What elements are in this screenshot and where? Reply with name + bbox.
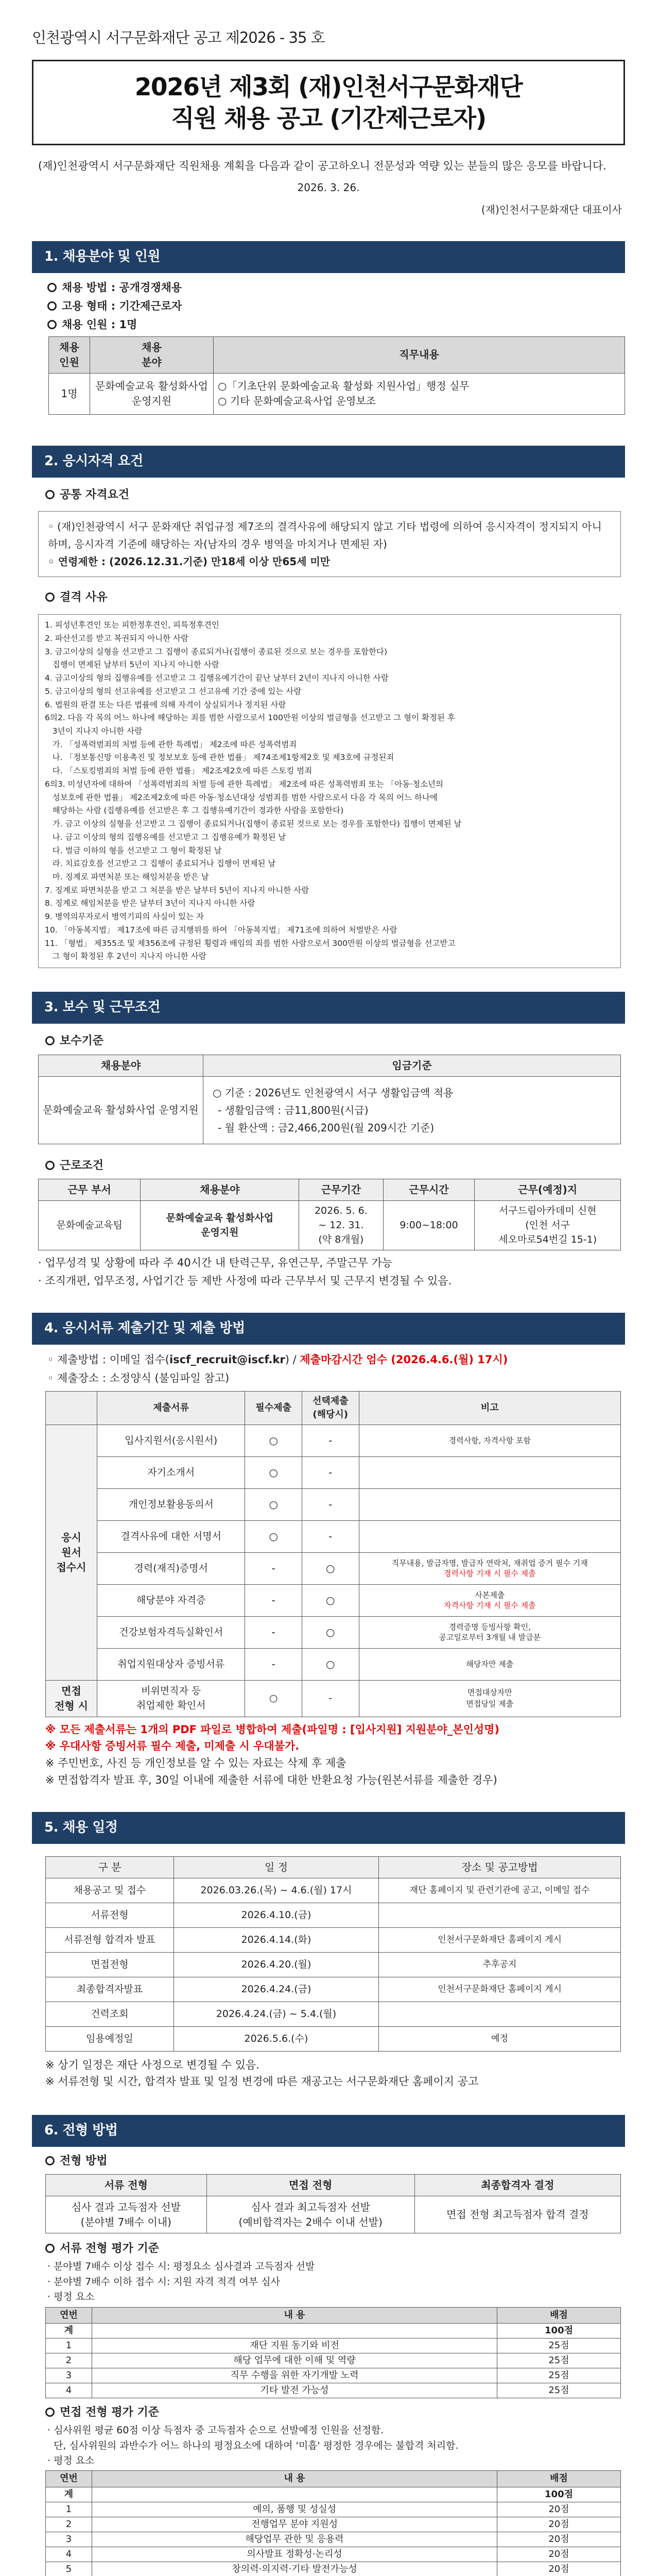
disqualifications-box bbox=[38, 614, 621, 968]
work-header: 채용분야 bbox=[141, 1179, 299, 1201]
score-cell: 기타 발전 가능성 bbox=[92, 2383, 497, 2398]
disqualification-item: 10. 「아동복지법」 제17조에 따른 금지행위를 하여 「아동복지법」 제71조에 의하여 처벌받은 사람 bbox=[45, 925, 397, 935]
table-row bbox=[46, 1425, 621, 1456]
doc-header: 비고 bbox=[359, 1391, 620, 1425]
score-cell: 재단 지원 동기와 비전 bbox=[92, 2338, 497, 2353]
disqualification-item: 라. 치료감호를 선고받고 그 집행이 종료되거나 집행이 면제된 날 bbox=[45, 859, 276, 869]
doc-header: 필수제출 bbox=[245, 1391, 302, 1425]
doc-cell: - bbox=[302, 1456, 359, 1488]
section-5-header: 5. 채용 일정 bbox=[32, 1812, 625, 1844]
section-3-header: 3. 보수 및 근무조건 bbox=[32, 992, 625, 1024]
submission-method: ◦ 제출방법 : 이메일 접수(iscf_recruit@iscf.kr) / 제출마감시간 엄수 (2026.4.6.(월) 17시) bbox=[47, 1353, 508, 1366]
score-total bbox=[92, 2487, 497, 2502]
doc-cell: 해당자만 제출 bbox=[359, 1648, 620, 1680]
doc-cell: ○ bbox=[302, 1648, 359, 1680]
title-box bbox=[32, 60, 625, 145]
score-cell: 창의력·의지력·기타 발전가능성 bbox=[92, 2562, 497, 2576]
score-cell: 3 bbox=[46, 2532, 92, 2547]
schedule-cell: 최종합격자발표 bbox=[46, 1977, 174, 2002]
selection-heading: 전형 방법 bbox=[32, 2147, 625, 2175]
interview-criteria-heading: 면접 전형 평가 기준 bbox=[32, 2398, 625, 2423]
selection-table: 서류 전형 면접 전형 최종합격자 결정 심사 결과 고득점자 선발 (분야별 7배수 이내) 심사 결과 최고득점자 선발 (예비합격자는 2배수 이내 선발) 면접 전형 최고득점자 합격 결정 bbox=[45, 2174, 621, 2233]
schedule-cell: 2026.4.24.(금) bbox=[174, 1977, 378, 2002]
score-cell: 예의, 품행 및 성실성 bbox=[92, 2502, 497, 2517]
table-row bbox=[46, 1456, 621, 1488]
note-privacy: ※ 주민번호, 사진 등 개인정보를 알 수 있는 자료는 삭제 후 제출 bbox=[45, 1757, 346, 1770]
schedule-cell: 2026.03.26.(목) ~ 4.6.(월) 17시 bbox=[174, 1878, 378, 1903]
disqualification-item: 마. 징계로 파면처분 또는 해임처분을 받은 날 bbox=[45, 872, 209, 882]
work-cell: 9:00~18:00 bbox=[383, 1201, 475, 1250]
disqualification-item: 성보호에 관한 법률」 제2조제2호에 따른 아동·청소년대상 성범죄를 범한 사람으로서 다음 각 목의 어느 하나에 bbox=[45, 792, 438, 802]
requirement-1: ◦ (재)인천광역시 서구 문화재단 취업규정 제7조의 결격사유에 해당되지 않고 기타 법령에 의하여 응시자격이 정지되지 아니하며, 응시자격 기준에 해당하는 자(남자의 경우 병역을 마치거나 면제된 자) bbox=[48, 520, 602, 551]
schedule-cell: 2026.4.20.(월) bbox=[174, 1952, 378, 1977]
section-4-header: 4. 응시서류 제출기간 및 제출 방법 bbox=[32, 1313, 625, 1345]
table-row bbox=[46, 1488, 621, 1520]
doc-cell: ○ bbox=[302, 1552, 359, 1584]
work-header: 근무(예정)지 bbox=[475, 1179, 621, 1201]
doc-cell: 자기소개서 bbox=[97, 1456, 245, 1488]
doc-cell: - bbox=[245, 1584, 302, 1616]
doc-cell: - bbox=[302, 1488, 359, 1520]
schedule-header: 구 분 bbox=[46, 1856, 174, 1878]
interview-score-table bbox=[45, 2470, 621, 2576]
score-cell: 1 bbox=[46, 2338, 92, 2353]
score-cell: 20점 bbox=[497, 2547, 621, 2562]
disqualification-item: 4. 금고이상의 형의 집행유예를 선고받고 그 집행유예기간이 끝난 날부터 2년이 지나지 아니한 사람 bbox=[45, 673, 389, 683]
announcement-number: 인천광역시 서구문화재단 공고 제2026 - 35 호 bbox=[32, 29, 325, 46]
pay-table: 채용분야 임금기준 문화예술교육 활성화사업 운영지원 ○ 기준 : 2026년도 인천광역시 서구 생활임금액 적용 - 생활임금액 : 금11,800원(시급) - 월 환산액 : 금2,466,200원(월 209시간 기준) bbox=[38, 1055, 621, 1144]
pay-heading: 보수기준 bbox=[32, 1024, 625, 1055]
score-total: 100점 bbox=[497, 2487, 621, 2502]
doc-cell: ○ bbox=[245, 1520, 302, 1552]
work-note-1: · 업무성격 및 상황에 따라 주 40시간 내 탄력근무, 유연근무, 주말근무 가능 bbox=[38, 1257, 393, 1269]
score-cell: 25점 bbox=[497, 2368, 621, 2383]
work-header: 근무시간 bbox=[383, 1179, 475, 1201]
schedule-cell: 2026.4.14.(화) bbox=[174, 1927, 378, 1952]
score-cell: 1 bbox=[46, 2502, 92, 2517]
disqualification-item: 해당하는 사람 (집행유예를 선고받은 후 그 집행유예기간이 경과한 사람을 포함한다) bbox=[45, 806, 344, 816]
doc-cell: ○ bbox=[245, 1425, 302, 1456]
circle-bullet-icon bbox=[45, 2408, 55, 2417]
work-cell: 2026. 5. 6. ~ 12. 31. (약 8개월) bbox=[299, 1201, 383, 1250]
circle-bullet-icon bbox=[45, 2156, 55, 2165]
doc-cell: 개인정보활용동의서 bbox=[97, 1488, 245, 1520]
schedule-cell bbox=[379, 1903, 621, 1927]
score-cell: 25점 bbox=[497, 2338, 621, 2353]
doc-cell: 면접대상자만 면접당일 제출 bbox=[359, 1680, 620, 1717]
documents-table bbox=[45, 1391, 621, 1717]
doc-cell: ○ bbox=[245, 1680, 302, 1717]
score-header: 내 용 bbox=[92, 2471, 497, 2487]
disqualifications-heading: 결격 사유 bbox=[32, 577, 625, 611]
schedule-cell: 2026.4.10.(금) bbox=[174, 1903, 378, 1927]
schedule-header: 일 정 bbox=[174, 1856, 378, 1878]
disqualification-item: 8. 징계로 해임처분을 받은 날부터 3년이 지나지 아니한 사람 bbox=[45, 899, 255, 908]
circle-bullet-icon bbox=[45, 592, 55, 602]
table-row bbox=[46, 1616, 621, 1648]
work-note-2: · 조직개편, 업무조정, 사업기간 등 제반 사정에 따라 근무부서 및 근무지 변경될 수 있음. bbox=[38, 1274, 452, 1287]
score-cell: 의사발표 정확성·논리성 bbox=[92, 2547, 497, 2562]
circle-bullet-icon bbox=[45, 1036, 55, 1045]
disqualification-item: 그 형이 확정된 후 2년이 지나지 아니한 사람 bbox=[45, 952, 206, 961]
doc-cell: ○ bbox=[245, 1456, 302, 1488]
circle-bullet-icon bbox=[47, 283, 57, 292]
document-score-table bbox=[45, 2307, 621, 2399]
score-cell: 20점 bbox=[497, 2532, 621, 2547]
score-total: 계 bbox=[46, 2323, 92, 2338]
doc-cell bbox=[359, 1520, 620, 1552]
int-criteria-2: 단, 심사위원의 과반수가 어느 하나의 평정요소에 대하여 '미흡' 평정한 경우에는 불합격 처리함. bbox=[47, 2439, 459, 2451]
schedule-cell: 추후공지 bbox=[379, 1952, 621, 1977]
disqualification-item: 7. 징계로 파면처분을 받고 그 처분을 받은 날부터 5년이 지나지 아니한 사람 bbox=[45, 885, 309, 895]
circle-bullet-icon bbox=[47, 301, 57, 311]
circle-bullet-icon bbox=[45, 1161, 55, 1170]
common-requirements-heading: 공통 자격요건 bbox=[32, 478, 625, 509]
schedule-cell: 서류전형 합격자 발표 bbox=[46, 1927, 174, 1952]
doc-header: 선택제출 (해당시) bbox=[302, 1391, 359, 1425]
doc-cell: 경력증명 등빙사항 확인, 공고일로부터 3개월 내 발급분 bbox=[359, 1616, 620, 1648]
disqualification-item: 6의2. 다음 각 목의 어느 하나에 해당하는 죄를 범한 사람으로서 100만원 이상의 벌금형을 선고받고 그 형이 확정된 후 bbox=[45, 713, 455, 723]
blank-header bbox=[46, 1391, 97, 1425]
doc-cell: - bbox=[245, 1552, 302, 1584]
doc-criteria-3: · 평정 요소 bbox=[47, 2291, 95, 2303]
work-conditions-table bbox=[38, 1179, 621, 1250]
schedule-table bbox=[45, 1856, 621, 2052]
score-total: 계 bbox=[46, 2487, 92, 2502]
doc-group: 면접 전형 시 bbox=[46, 1680, 97, 1717]
score-header: 연번 bbox=[46, 2307, 92, 2323]
note-pdf: ※ 모든 제출서류는 1개의 PDF 파일로 병합하여 제출(파일명 : [입사지원] 지원분야_본인성명) bbox=[45, 1723, 500, 1736]
note-preference: ※ 우대사항 증빙서류 필수 제출, 미제출 시 우대불가. bbox=[45, 1740, 300, 1753]
work-header: 근무 부서 bbox=[39, 1179, 141, 1201]
note-return: ※ 면접합격자 발표 후, 30일 이내에 제출한 서류에 대한 반환요청 가능(원본서류를 제출한 경우) bbox=[45, 1773, 497, 1786]
hire-method: 채용 방법 : 공개경쟁채용 bbox=[32, 278, 625, 297]
age-limit: ◦ 연령제한 : (2026.12.31.기준) 만18세 이상 만65세 미만 bbox=[48, 555, 331, 568]
score-cell: 해당업무 관한 및 응용력 bbox=[92, 2532, 497, 2547]
doc-criteria-2: · 분야별 7배수 이하 접수 시: 지원 자격 적격 여부 심사 bbox=[47, 2276, 281, 2287]
score-cell: 20점 bbox=[497, 2562, 621, 2576]
doc-cell: 경력(재직)증명서 bbox=[97, 1552, 245, 1584]
doc-cell: 경력사항, 자격사항 포함 bbox=[359, 1425, 620, 1456]
hire-count: 채용 인원 : 1명 bbox=[32, 315, 625, 334]
doc-cell: - bbox=[245, 1616, 302, 1648]
disqualification-item: 나. 금고 이상의 형의 집행유예를 선고받고 그 집행유예가 확정된 날 bbox=[45, 832, 286, 842]
section-6-header: 6. 전형 방법 bbox=[32, 2115, 625, 2147]
section-1-header: 1. 채용분야 및 인원 bbox=[32, 241, 625, 273]
schedule-cell: 2026.5.6.(수) bbox=[174, 2026, 378, 2051]
title-line-1: 2026년 제3회 (재)인천서구문화재단 bbox=[134, 73, 523, 102]
score-header: 배점 bbox=[497, 2471, 621, 2487]
doc-cell: 비위면직자 등 취업제한 확인서 bbox=[97, 1680, 245, 1717]
doc-cell: ○ bbox=[245, 1488, 302, 1520]
disqualification-item: 6의3. 미성년자에 대하여 「성폭력범죄의 처벌 등에 관한 특례법」 제2조에 따른 성폭력범죄 또는 「아동·청소년의 bbox=[45, 779, 443, 789]
score-cell: 해당 업무에 대한 이해 및 역량 bbox=[92, 2353, 497, 2368]
score-cell: 4 bbox=[46, 2383, 92, 2398]
doc-cell: - bbox=[302, 1425, 359, 1456]
schedule-cell: 건력조회 bbox=[46, 2002, 174, 2026]
score-cell: 전행업무 분야 지원성 bbox=[92, 2517, 497, 2532]
score-header: 배점 bbox=[497, 2307, 621, 2323]
doc-cell: - bbox=[302, 1680, 359, 1717]
schedule-note-2: ※ 서류전형 및 시간, 합격자 발표 및 일정 변경에 따른 재공고는 서구문화재단 홈페이지 공고 bbox=[45, 2075, 479, 2088]
schedule-cell: 재단 홈페이지 및 관련기관에 공고, 이메일 접수 bbox=[379, 1878, 621, 1903]
disqualification-item: 다. 「스토킹범죄의 처벌 등에 관한 법률」 제2조제2호에 따른 스토킹 범죄 bbox=[45, 766, 313, 776]
schedule-cell: 서류전형 bbox=[46, 1903, 174, 1927]
doc-cell: - bbox=[245, 1648, 302, 1680]
doc-group: 응시 원서 접수시 bbox=[46, 1425, 97, 1680]
score-total bbox=[92, 2323, 497, 2338]
doc-cell: 해당분야 자격증 bbox=[97, 1584, 245, 1616]
disqualification-item: 가. 금고 이상의 실형을 선고받고 그 집행이 종료되거나(집행이 종료된 것으로 보는 경우를 포함한다) 집행이 면제된 날 bbox=[45, 819, 462, 829]
table-row bbox=[46, 1584, 621, 1616]
circle-bullet-icon bbox=[47, 320, 57, 329]
table-row bbox=[46, 1520, 621, 1552]
employment-type: 고용 형태 : 기간제근로자 bbox=[32, 297, 625, 315]
disqualification-item: 2. 파산선고를 받고 복권되지 아니한 사람 bbox=[45, 634, 188, 643]
disqualification-item: 다. 벌금 이하의 형을 선고받고 그 형이 확정된 날 bbox=[45, 845, 222, 855]
work-header: 근무기간 bbox=[299, 1179, 383, 1201]
disqualification-item: 11. 「형법」 제355조 및 제356조에 규정된 횡령과 배임의 죄를 범한 사람으로서 300만원 이상의 벌금형을 선고받고 bbox=[45, 938, 456, 948]
doc-cell bbox=[359, 1488, 620, 1520]
requirements-box bbox=[38, 511, 621, 577]
position-table: 채용 인원 채용 분야 직무내용 1명 문화예술교육 활성화사업 운영지원 ○「기초단위 문화예술교육 활성화 지원사업」행정 실무 ○ 기타 문화예술교육사업 운영보조 bbox=[48, 336, 625, 415]
schedule-cell: 채용공고 및 접수 bbox=[46, 1878, 174, 1903]
disqualification-item: 9. 병역의무자로서 병역기피의 사실이 있는 자 bbox=[45, 912, 204, 922]
score-cell: 직무 수행을 위한 자기개발 노력 bbox=[92, 2368, 497, 2383]
doc-cell: 입사지원서(응시원서) bbox=[97, 1425, 245, 1456]
score-total: 100점 bbox=[497, 2323, 621, 2338]
score-cell: 25점 bbox=[497, 2353, 621, 2368]
doc-header: 제출서류 bbox=[97, 1391, 245, 1425]
schedule-cell: 예정 bbox=[379, 2026, 621, 2051]
schedule-cell: 임용예정일 bbox=[46, 2026, 174, 2051]
disqualification-item: 나. 「정보통신망 이용촉진 및 정보보호 등에 관한 법률」 제74조제1항제2호 및 제3호에 규정된죄 bbox=[45, 753, 394, 762]
doc-cell: 건강보험자격득실확인서 bbox=[97, 1616, 245, 1648]
doc-cell: 결격사유에 대한 서명서 bbox=[97, 1520, 245, 1552]
schedule-cell: 인천서구문화재단 홈페이지 게시 bbox=[379, 1977, 621, 2002]
title-line-2: 직원 채용 공고 (기간제근로자) bbox=[171, 105, 486, 133]
disqualification-item: 3년이 지나지 아니한 사람 bbox=[45, 726, 143, 736]
score-cell: 20점 bbox=[497, 2502, 621, 2517]
section-2-header: 2. 응시자격 요건 bbox=[32, 446, 625, 478]
score-cell: 3 bbox=[46, 2368, 92, 2383]
intro-text: (재)인천광역시 서구문화재단 직원채용 계획을 다음과 같이 공고하오니 전문성과 역량 있는 분들의 많은 응모를 바랍니다. bbox=[38, 160, 606, 173]
circle-bullet-icon bbox=[45, 2244, 55, 2253]
submission-place: ◦ 제출장소 : 소정양식 (불임파일 참고) bbox=[47, 1372, 230, 1385]
recruit-email[interactable]: iscf_recruit@iscf.kr bbox=[169, 1353, 285, 1366]
doc-criteria-1: · 분야별 7배수 이상 접수 시: 평정요소 심사결과 고득점자 선발 bbox=[47, 2261, 315, 2273]
score-cell: 2 bbox=[46, 2353, 92, 2368]
disqualification-item: 가. 「성폭력범죄의 처벌 등에 관한 특례법」 제2조에 따른 성폭력범죄 bbox=[45, 739, 297, 749]
disqualification-item: 1. 피성년후견인 또는 피한정후견인, 피특정후견인 bbox=[45, 620, 219, 630]
table-row bbox=[46, 1648, 621, 1680]
work-cell: 서구드림아카데미 신현 (인천 서구 세오마로54번길 15-1) bbox=[475, 1201, 621, 1250]
doc-cell: 취업지원대상자 증빙서류 bbox=[97, 1648, 245, 1680]
score-cell: 20점 bbox=[497, 2517, 621, 2532]
doc-cell: 사본제출 자격사항 기재 시 필수 제출 bbox=[359, 1584, 620, 1616]
work-cell: 문화예술교육팀 bbox=[39, 1201, 141, 1250]
score-cell: 4 bbox=[46, 2547, 92, 2562]
doc-cell: - bbox=[302, 1520, 359, 1552]
schedule-cell bbox=[379, 2002, 621, 2026]
schedule-cell: 인천서구문화재단 홈페이지 게시 bbox=[379, 1927, 621, 1952]
work-conditions-heading: 근로조건 bbox=[32, 1144, 625, 1179]
doc-cell bbox=[359, 1456, 620, 1488]
score-cell: 2 bbox=[46, 2517, 92, 2532]
schedule-cell: 2026.4.24.(금) ~ 5.4.(월) bbox=[174, 2002, 378, 2026]
work-cell: 문화예술교육 활성화사업 운영지원 bbox=[141, 1201, 299, 1250]
int-criteria-1: · 심사위원 평균 60점 이상 득점자 중 고득점자 순으로 선발예정 인원을 선정함. bbox=[47, 2425, 384, 2436]
signer: (재)인천서구문화재단 대표이사 bbox=[481, 203, 622, 216]
disqualification-item: 집행이 면제된 날부터 5년이 지나지 아니한 사람 bbox=[45, 660, 219, 670]
schedule-cell: 면접전형 bbox=[46, 1952, 174, 1977]
doc-cell: ○ bbox=[302, 1616, 359, 1648]
score-cell: 25점 bbox=[497, 2383, 621, 2398]
score-cell: 5 bbox=[46, 2562, 92, 2576]
table-row bbox=[46, 1552, 621, 1584]
schedule-note-1: ※ 상기 일정은 재단 사정으로 변경될 수 있음. bbox=[45, 2058, 259, 2071]
document-criteria-heading: 서류 전형 평가 기준 bbox=[32, 2233, 625, 2259]
int-criteria-3: · 평정 요소 bbox=[47, 2455, 95, 2467]
disqualification-item: 3. 금고이상의 실형을 선고받고 그 집행이 종료되거나(집행이 종료된 것으로 보는 경우를 포함한다) bbox=[45, 647, 388, 656]
circle-bullet-icon bbox=[45, 490, 55, 499]
announcement-date: 2026. 3. 26. bbox=[297, 181, 360, 194]
score-header: 연번 bbox=[46, 2471, 92, 2487]
doc-cell: 직무내용, 발급자명, 발급자 연락처, 재취업 증거 필수 기재 경력사항 기재 시 필수 제출 bbox=[359, 1552, 620, 1584]
score-header: 내 용 bbox=[92, 2307, 497, 2323]
disqualification-item: 6. 법원의 판결 또는 다른 법률에 의해 자격이 상실되거나 정지된 사람 bbox=[45, 700, 286, 709]
schedule-header: 장소 및 공고방법 bbox=[379, 1856, 621, 1878]
doc-cell: ○ bbox=[302, 1584, 359, 1616]
disqualification-item: 5. 금고이상의 형의 선고유예를 선고받고 그 선고유예 기간 중에 있는 사람 bbox=[45, 686, 302, 696]
